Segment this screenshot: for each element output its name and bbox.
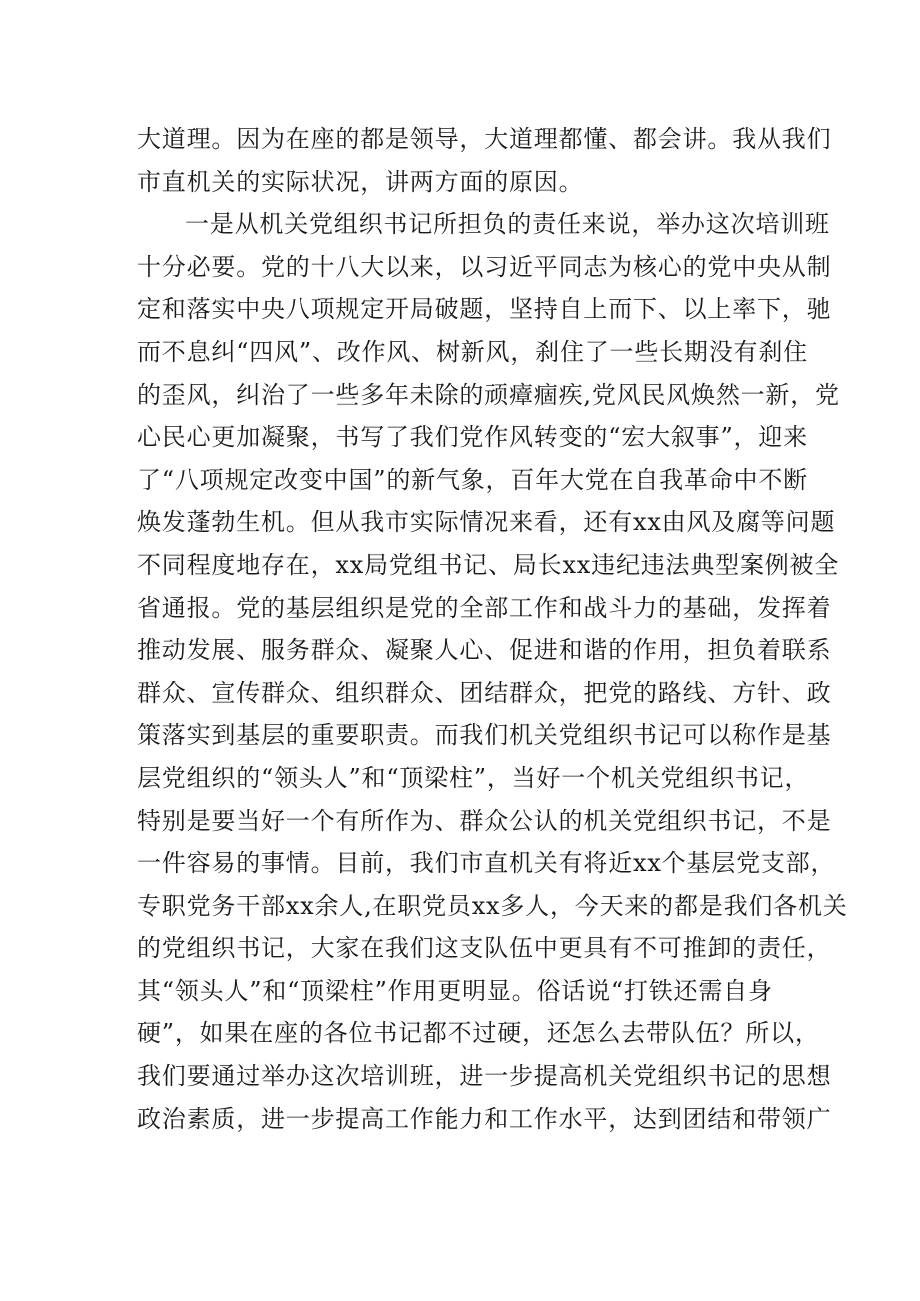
- text-line: 省通报。党的基层组织是党的全部工作和战斗力的基础，发挥着: [137, 593, 832, 622]
- document-body: [137, 118, 848, 1225]
- text-line: 专职党务干部xx余人,在职党员xx多人，今天来的都是我们各机关: [137, 891, 848, 920]
- text-line: 定和落实中央八项规定开局破题，坚持自上而下、以上率下，驰: [137, 295, 832, 324]
- paragraph-1: [137, 118, 832, 203]
- text-line: 硬”，如果在座的各位书记都不过硬，还怎么去带队伍？所以，: [137, 1019, 820, 1048]
- text-line: 心民心更加凝聚，书写了我们党作风转变的“宏大叙事”，迎来: [137, 423, 808, 452]
- text-line: 的党组织书记，大家在我们这支队伍中更具有不可推卸的责任，: [137, 934, 832, 963]
- text-line: 十分必要。党的十八大以来，以习近平同志为核心的党中央从制: [137, 252, 832, 281]
- text-line: 我们要通过举办这次培训班，进一步提高机关党组织书记的思想: [137, 1062, 832, 1091]
- text-line: 层党组织的“领头人”和“顶梁柱”，当好一个机关党组织书记，: [137, 763, 810, 792]
- text-line: 大道理。因为在座的都是领导，大道理都懂、都会讲。我从我们: [137, 125, 832, 153]
- text-line: 群众、宣传群众、组织群众、团结群众，把党的路线、方针、政: [137, 678, 832, 707]
- text-line: 政治素质，进一步提高工作能力和工作水平，达到团结和带领广: [137, 1104, 832, 1133]
- text-line: 而不息纠“四风”、改作风、树新风，刹住了一些长期没有刹住: [137, 337, 808, 366]
- text-line: [137, 1183, 797, 1226]
- text-line: 一是从机关党组织书记所担负的责任来说，举办这次培训班: [185, 210, 830, 239]
- text-line: [137, 1140, 797, 1183]
- text-line: 推动发展、服务群众、凝聚人心、促进和谐的作用，担负着联系: [137, 636, 832, 665]
- text-line: 其“领头人”和“顶梁柱”作用更明显。俗话说“打铁还需自身: [137, 976, 773, 1005]
- text-line: 不同程度地存在，xx局党组书记、局长xx违纪违法典型案例被全: [137, 550, 840, 579]
- text-line: 策落实到基层的重要职责。而我们机关党组织书记可以称作是基: [137, 721, 832, 750]
- text-line: 了“八项规定改变中国”的新气象，百年大党在自我革命中不断: [137, 465, 808, 494]
- text-line: 市直机关的实际状况，讲两方面的原因。: [137, 167, 584, 196]
- text-line: 一件容易的事情。目前，我们市直机关有将近xx个基层党支部，: [137, 849, 836, 878]
- paragraph-2: [137, 203, 848, 1225]
- text-line: 焕发蓬勃生机。但从我市实际情况来看，还有xx由风及腐等问题: [137, 508, 836, 537]
- text-line: 的歪风，纠治了一些多年未除的顽瘴痼疾,党风民风焕然一新，党: [137, 380, 840, 409]
- text-line: 特别是要当好一个有所作为、群众公认的机关党组织书记，不是: [137, 806, 832, 835]
